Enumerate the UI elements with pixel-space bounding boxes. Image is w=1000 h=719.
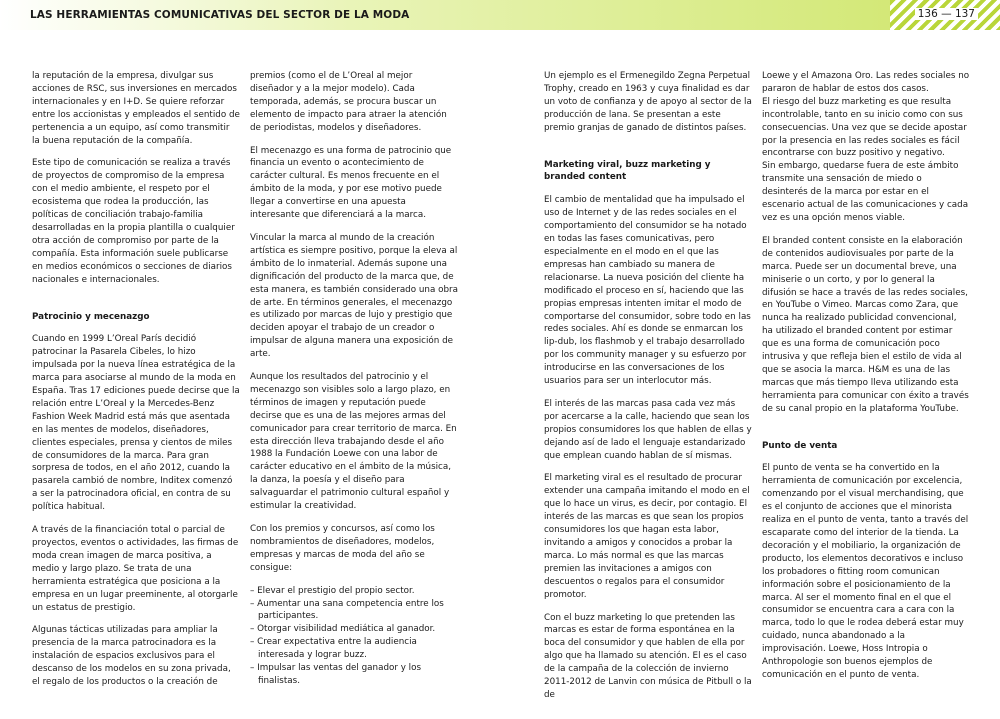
paragraph: Vincular la marca al mundo de la creación artística es siempre positivo, porque la eleva al ámbito de lo inmaterial. Además supone una dignificación del producto de la marca que, de esta manera, es también considerado una obra de arte. En términos generales, el mecenazgo es utilizado por marcas de lujo y prestigio que deciden apoyar el trabajo de un creador o impulsar de alguna manera una exposición de arte.: [250, 232, 458, 360]
section-heading-punto-de-venta: Punto de venta: [762, 440, 838, 451]
paragraph: El branded content consiste en la elaboración de contenidos audiovisuales por parte de la marca. Puede ser un documental breve, una miniserie o un corto, y por lo general la difusión se hace a través de las redes sociales, en YouTube o Vimeo. Marcas como Zara, que nunca ha realizado publicidad convencional, ha utilizado el branded content por estimar que es una forma de comunicación poco intrusiva y que refleja bien el estilo de vida al que se asocia la marca. H&M es una de las marcas que más tiempo lleva utilizando esta herramienta para comunicar con éxito a través de su canal propio en la plataforma YouTube.: [762, 235, 969, 414]
column-2: [250, 70, 458, 688]
paragraph: Con el buzz marketing lo que pretenden las marcas es estar de forma espontánea en la boca del consumidor y que hablen de ella por algo que ha llamado su atención. El es el caso de la campaña de la colección de invierno 2011-2012 de Lanvin con música de Pitbull o la de: [544, 612, 752, 700]
list-item: – Aumentar una sana competencia entre los participantes.: [250, 598, 444, 622]
paragraph: Este tipo de comunicación se realiza a través de proyectos de compromiso de la empresa con el medio ambiente, el respeto por el ecosistema que rodea la producción, las políticas de conciliación trabajo-familia desarrolladas en la propia plantilla o cualquier otra acción de compromiso por parte de la compañía. Esta información suele publicarse en medios económicos o secciones de diarios nacionales e internacionales.: [32, 158, 235, 285]
section-heading-marketing-viral: Marketing viral, buzz marketing y branded content: [544, 159, 711, 183]
paragraph: Cuando en 1999 L’Oreal París decidió patrocinar la Pasarela Cibeles, lo hizo impulsada por la nueva línea estratégica de la marca para asociarse al mundo de la moda en España. Tras 17 ediciones puede decirse que la relación entre L’Oreal y la Mercedes-Benz Fashion Week Madrid está más que asentada en las mentes de modelos, diseñadores, clientes especiales, prensa y cientos de miles de consumidores de la marca. Para gran sorpresa de todos, en el año 2012, cuando la pasarela cambió de nombre, Inditex comenzó a ser la patrocinadora oficial, en contra de su política habitual.: [32, 334, 240, 513]
paragraph: El cambio de mentalidad que ha impulsado el uso de Internet y de las redes sociales en el comportamiento del consumidor se ha notado en todas las fases comunicativas, pero especialmente en el modo en el que las empresas han cambiado su manera de relacionarse. La nueva posición del cliente ha modificado el proceso en sí, haciendo que las propias empresas intenten imitar el modo de comportarse del consumidor, sobre todo en las redes sociales. Ahí es donde se enmarcan los lip-dub, los flashmob y el trabajo desarrollado por los community manager y su esfuerzo por introducirse en las conversaciones de los usuarios para ser un interlocutor más.: [544, 195, 751, 387]
list-item: – Crear expectativa entre la audiencia interesada y lograr buzz.: [250, 637, 417, 661]
paragraph: El interés de las marcas pasa cada vez más por acercarse a la calle, haciendo que sean los propios consumidores los que hablen de ellas y dejando así de lado el lenguaje estandarizado que emplean cuando hablan de sí mismas.: [544, 398, 752, 461]
column-4: [762, 70, 970, 692]
section-heading-patrocinio: Patrocinio y mecenazgo: [32, 311, 150, 322]
paragraph: El punto de venta se ha convertido en la herramienta de comunicación por excelencia, comenzando por el visual merchandising, que es el conjunto de acciones que el minorista realiza en el punto de venta, tanto a través del escaparate como del interior de la tienda. La decoración y el mobiliario, la organización de producto, los elementos decorativos e incluso los probadores o fitting room comunican información sobre el posicionamiento de la marca. Al ser el momento final en el que el consumidor se encuentra cara a cara con la marca, todo lo que le rodea deberá estar muy cuidado, nunca abandonado a la improvisación. Loewe, Hoss Intropia o Anthropologie son buenos ejemplos de comunicación en el punto de venta.: [762, 463, 969, 680]
list-item: – Elevar el prestigio del propio sector.: [250, 585, 415, 596]
list-item: – Otorgar visibilidad mediática al ganador.: [250, 624, 436, 635]
paragraph: El riesgo del buzz marketing es que resulta incontrolable, tanto en su inicio como con sus consecuencias. Una vez que se decide apostar por la presencia en las redes sociales es fácil encontrarse con buzz positivo y negativo.: [762, 96, 967, 159]
paragraph: El marketing viral es el resultado de procurar extender una campaña imitando el modo en el que lo hace un virus, es decir, por contagio. El interés de las marcas es que sean los propios consumidores los que hagan esta labor, invitando a amigos y conocidos a probar la marca. Lo más normal es que las marcas premien las invitaciones a amigos con descuentos o regalos para el consumidor promotor.: [544, 473, 750, 600]
benefits-list: [250, 585, 458, 688]
paragraph: Algunas tácticas utilizadas para ampliar la presencia de la marca patrocinadora es la instalación de espacios exclusivos para el descanso de los modelos en su zona privada, el regalo de los productos o la creación de: [32, 625, 231, 688]
column-3: [544, 70, 752, 712]
paragraph: la reputación de la empresa, divulgar sus acciones de RSC, sus inversiones en mercados internacionales y en I+D. Se quiere reforzar entre los accionistas y empleados el sentido de pertenencia a un equipo, así como transmitir la buena reputación de la compañía.: [32, 71, 240, 146]
paragraph: Con los premios y concursos, así como los nombramientos de diseñadores, modelos, empresas y marcas de moda del año se consigue:: [250, 524, 435, 573]
page-header: [0, 0, 1000, 30]
page-numbers: 136 — 137: [915, 8, 978, 20]
list-item: – Impulsar las ventas del ganador y los finalistas.: [250, 663, 422, 686]
paragraph: A través de la financiación total o parcial de proyectos, eventos o actividades, las firmas de moda crean imagen de marca positiva, a medio y largo plazo. Se trata de una herramienta estratégica que posiciona a la empresa en un lugar preeminente, al otorgarle un estatus de prestigio.: [32, 525, 239, 613]
paragraph: Un ejemplo es el Ermenegildo Zegna Perpetual Trophy, creado en 1963 y cuya finalidad es dar un voto de confianza y de apoyo al sector de la producción de lana. Se presentan a este premio granjas de ganado de distintos países.: [544, 71, 752, 133]
section-title: LAS HERRAMIENTAS COMUNICATIVAS DEL SECTOR DE LA MODA: [30, 9, 410, 21]
paragraph: Aunque los resultados del patrocinio y el mecenazgo son visibles solo a largo plazo, en términos de imagen y reputación puede decirse que es una de las mejores armas del comunicador para crear territorio de marca. En esta dirección lleva trabajando desde el año 1988 la Fundación Loewe con una labor de carácter educativo en el ámbito de la música, la danza, la poesía y el diseño para salvaguardar el patrimonio cultural español y estimular la creatividad.: [250, 372, 457, 512]
paragraph: premios (como el de L’Oreal al mejor diseñador y a la mejor modelo). Cada temporada, además, se procura buscar un elemento de impacto para atraer la atención de periodistas, modelos y diseñadores.: [250, 71, 447, 133]
paragraph: El mecenazgo es una forma de patrocinio que financia un evento o acontecimiento de carácter cultural. Es menos frecuente en el ámbito de la moda, y por ese motivo puede llegar a convertirse en una apuesta interesante que diferenciará a la marca.: [250, 145, 452, 221]
paragraph: Loewe y el Amazona Oro. Las redes sociales no pararon de hablar de estos dos casos.: [762, 71, 970, 94]
column-1: [32, 70, 240, 699]
paragraph: Sin embargo, quedarse fuera de este ámbito transmite una sensación de miedo o desinterés de la marca por estar en el escenario actual de las comunicaciones y cada vez es una opción menos viable.: [762, 161, 969, 223]
